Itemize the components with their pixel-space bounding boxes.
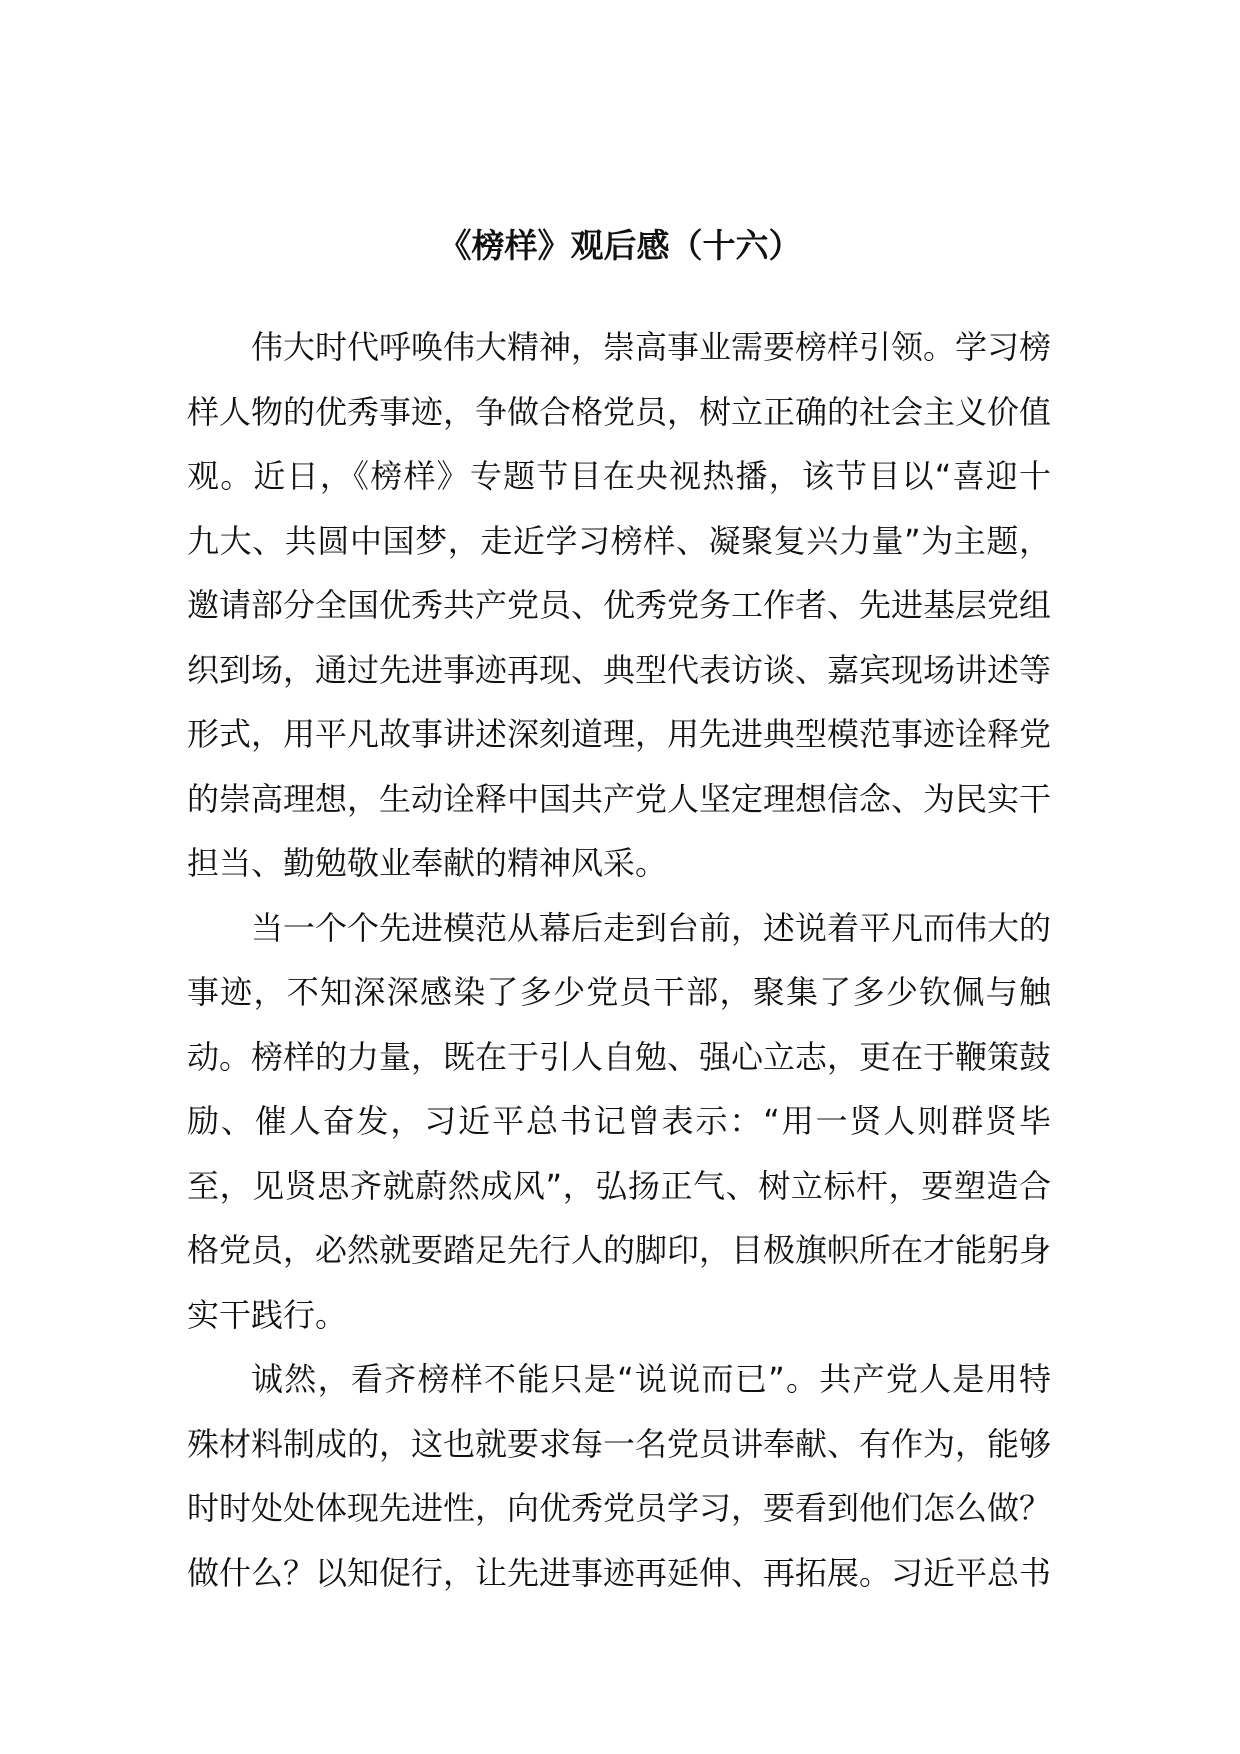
paragraph-1: 伟大时代呼唤伟大精神，崇高事业需要榜样引领。学习榜样人物的优秀事迹，争做合格党员，树立正确的社会主义价值观。近日，《榜样》专题节目在央视热播，该节目以“喜迎十九大、共圆中国梦，走近学习榜样、凝聚复兴力量”为主题，邀请部分全国优秀共产党员、优秀党务工作者、先进基层党组织到场，通过先进事迹再现、典型代表访谈、嘉宾现场讲述等形式，用平凡故事讲述深刻道理，用先进典型模范事迹诠释党的崇高理想，生动诠释中国共产党人坚定理想信念、为民实干担当、勤勉敬业奉献的精神风采。: [187, 328, 1052, 882]
paragraph-2: 当一个个先进模范从幕后走到台前，述说着平凡而伟大的事迹，不知深深感染了多少党员干部，聚集了多少钦佩与触动。榜样的力量，既在于引人自勉、强心立志，更在于鞭策鼓励、催人奋发，习近平总书记曾表示：“用一贤人则群贤毕至，见贤思齐就蔚然成风”，弘扬正气、树立标杆，要塑造合格党员，必然就要踏足先行人的脚印，目极旗帜所在才能躬身实干践行。: [187, 908, 1052, 1334]
document-body: [187, 315, 1051, 1605]
paragraph-3: 诚然，看齐榜样不能只是“说说而已”。共产党人是用特殊材料制成的，这也就要求每一名党员讲奉献、有作为，能够时时处处体现先进性，向优秀党员学习，要看到他们怎么做？做什么？以知促行，让先进事迹再延伸、再拓展。习近平总书: [187, 1360, 1052, 1592]
document-title: 《榜样》观后感（十六）: [438, 226, 802, 266]
